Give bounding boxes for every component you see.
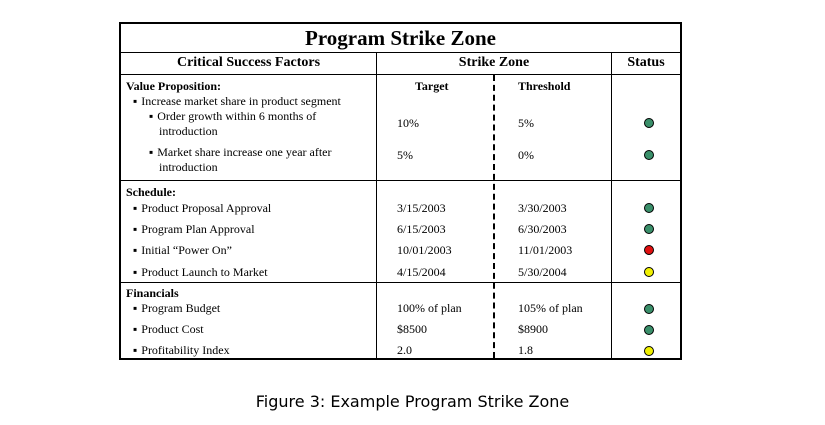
target-value: 3/15/2003 bbox=[397, 201, 446, 215]
target-value: 6/15/2003 bbox=[397, 222, 446, 236]
status-indicator-green bbox=[644, 224, 654, 234]
threshold-value: 1.8 bbox=[518, 343, 533, 357]
section-financials: Financials bbox=[126, 286, 179, 300]
section-divider-financials bbox=[121, 282, 680, 283]
threshold-value: 11/01/2003 bbox=[518, 243, 573, 257]
section-divider-schedule bbox=[121, 180, 680, 181]
target-value: 5% bbox=[397, 148, 413, 162]
target-value: 4/15/2004 bbox=[397, 265, 446, 279]
factor-label: ▪ Program Budget bbox=[133, 301, 220, 316]
threshold-value: 105% of plan bbox=[518, 301, 583, 315]
header-strike-zone: Strike Zone bbox=[458, 55, 530, 70]
target-value: 100% of plan bbox=[397, 301, 462, 315]
status-indicator-green bbox=[644, 304, 654, 314]
header-status: Status bbox=[627, 55, 665, 70]
factor-label: ▪ Product Cost bbox=[133, 322, 204, 337]
factor-label-continued: introduction bbox=[159, 160, 218, 174]
column-target-label: Target bbox=[415, 79, 449, 93]
target-value: $8500 bbox=[397, 322, 427, 336]
column-threshold-label: Threshold bbox=[518, 79, 571, 93]
factor-label: ▪ Product Launch to Market bbox=[133, 265, 268, 280]
threshold-value: 3/30/2003 bbox=[518, 201, 567, 215]
factor-label: ▪ Initial “Power On” bbox=[133, 243, 232, 258]
column-divider-status bbox=[611, 52, 612, 358]
section-schedule: Schedule: bbox=[126, 185, 177, 199]
status-indicator-red bbox=[644, 245, 654, 255]
figure-caption: Figure 3: Example Program Strike Zone bbox=[255, 392, 570, 411]
target-threshold-dashed-divider bbox=[493, 75, 495, 358]
status-indicator-green bbox=[644, 325, 654, 335]
threshold-value: 5% bbox=[518, 116, 534, 130]
threshold-value: 6/30/2003 bbox=[518, 222, 567, 236]
status-indicator-green bbox=[644, 150, 654, 160]
factor-label: ▪ Profitability Index bbox=[133, 343, 230, 358]
status-indicator-yellow bbox=[644, 346, 654, 356]
column-divider-factors bbox=[376, 52, 377, 358]
table-title: Program Strike Zone bbox=[121, 24, 680, 53]
strike-zone-table bbox=[119, 22, 682, 360]
threshold-value: 0% bbox=[518, 148, 534, 162]
target-value: 10% bbox=[397, 116, 419, 130]
header-critical-success-factors: Critical Success Factors bbox=[176, 55, 321, 70]
factor-label: ▪ Product Proposal Approval bbox=[133, 201, 271, 216]
target-value: 10/01/2003 bbox=[397, 243, 452, 257]
factor-label-continued: introduction bbox=[159, 124, 218, 138]
factor-label: ▪ Order growth within 6 months of bbox=[149, 109, 316, 124]
header-divider bbox=[121, 74, 680, 75]
section-value-proposition: Value Proposition: bbox=[126, 79, 222, 93]
value-prop-intro: ▪ Increase market share in product segment bbox=[133, 94, 341, 109]
threshold-value: 5/30/2004 bbox=[518, 265, 567, 279]
status-indicator-yellow bbox=[644, 267, 654, 277]
status-indicator-green bbox=[644, 203, 654, 213]
threshold-value: $8900 bbox=[518, 322, 548, 336]
status-indicator-green bbox=[644, 118, 654, 128]
target-value: 2.0 bbox=[397, 343, 412, 357]
factor-label: ▪ Market share increase one year after bbox=[149, 145, 332, 160]
factor-label: ▪ Program Plan Approval bbox=[133, 222, 255, 237]
